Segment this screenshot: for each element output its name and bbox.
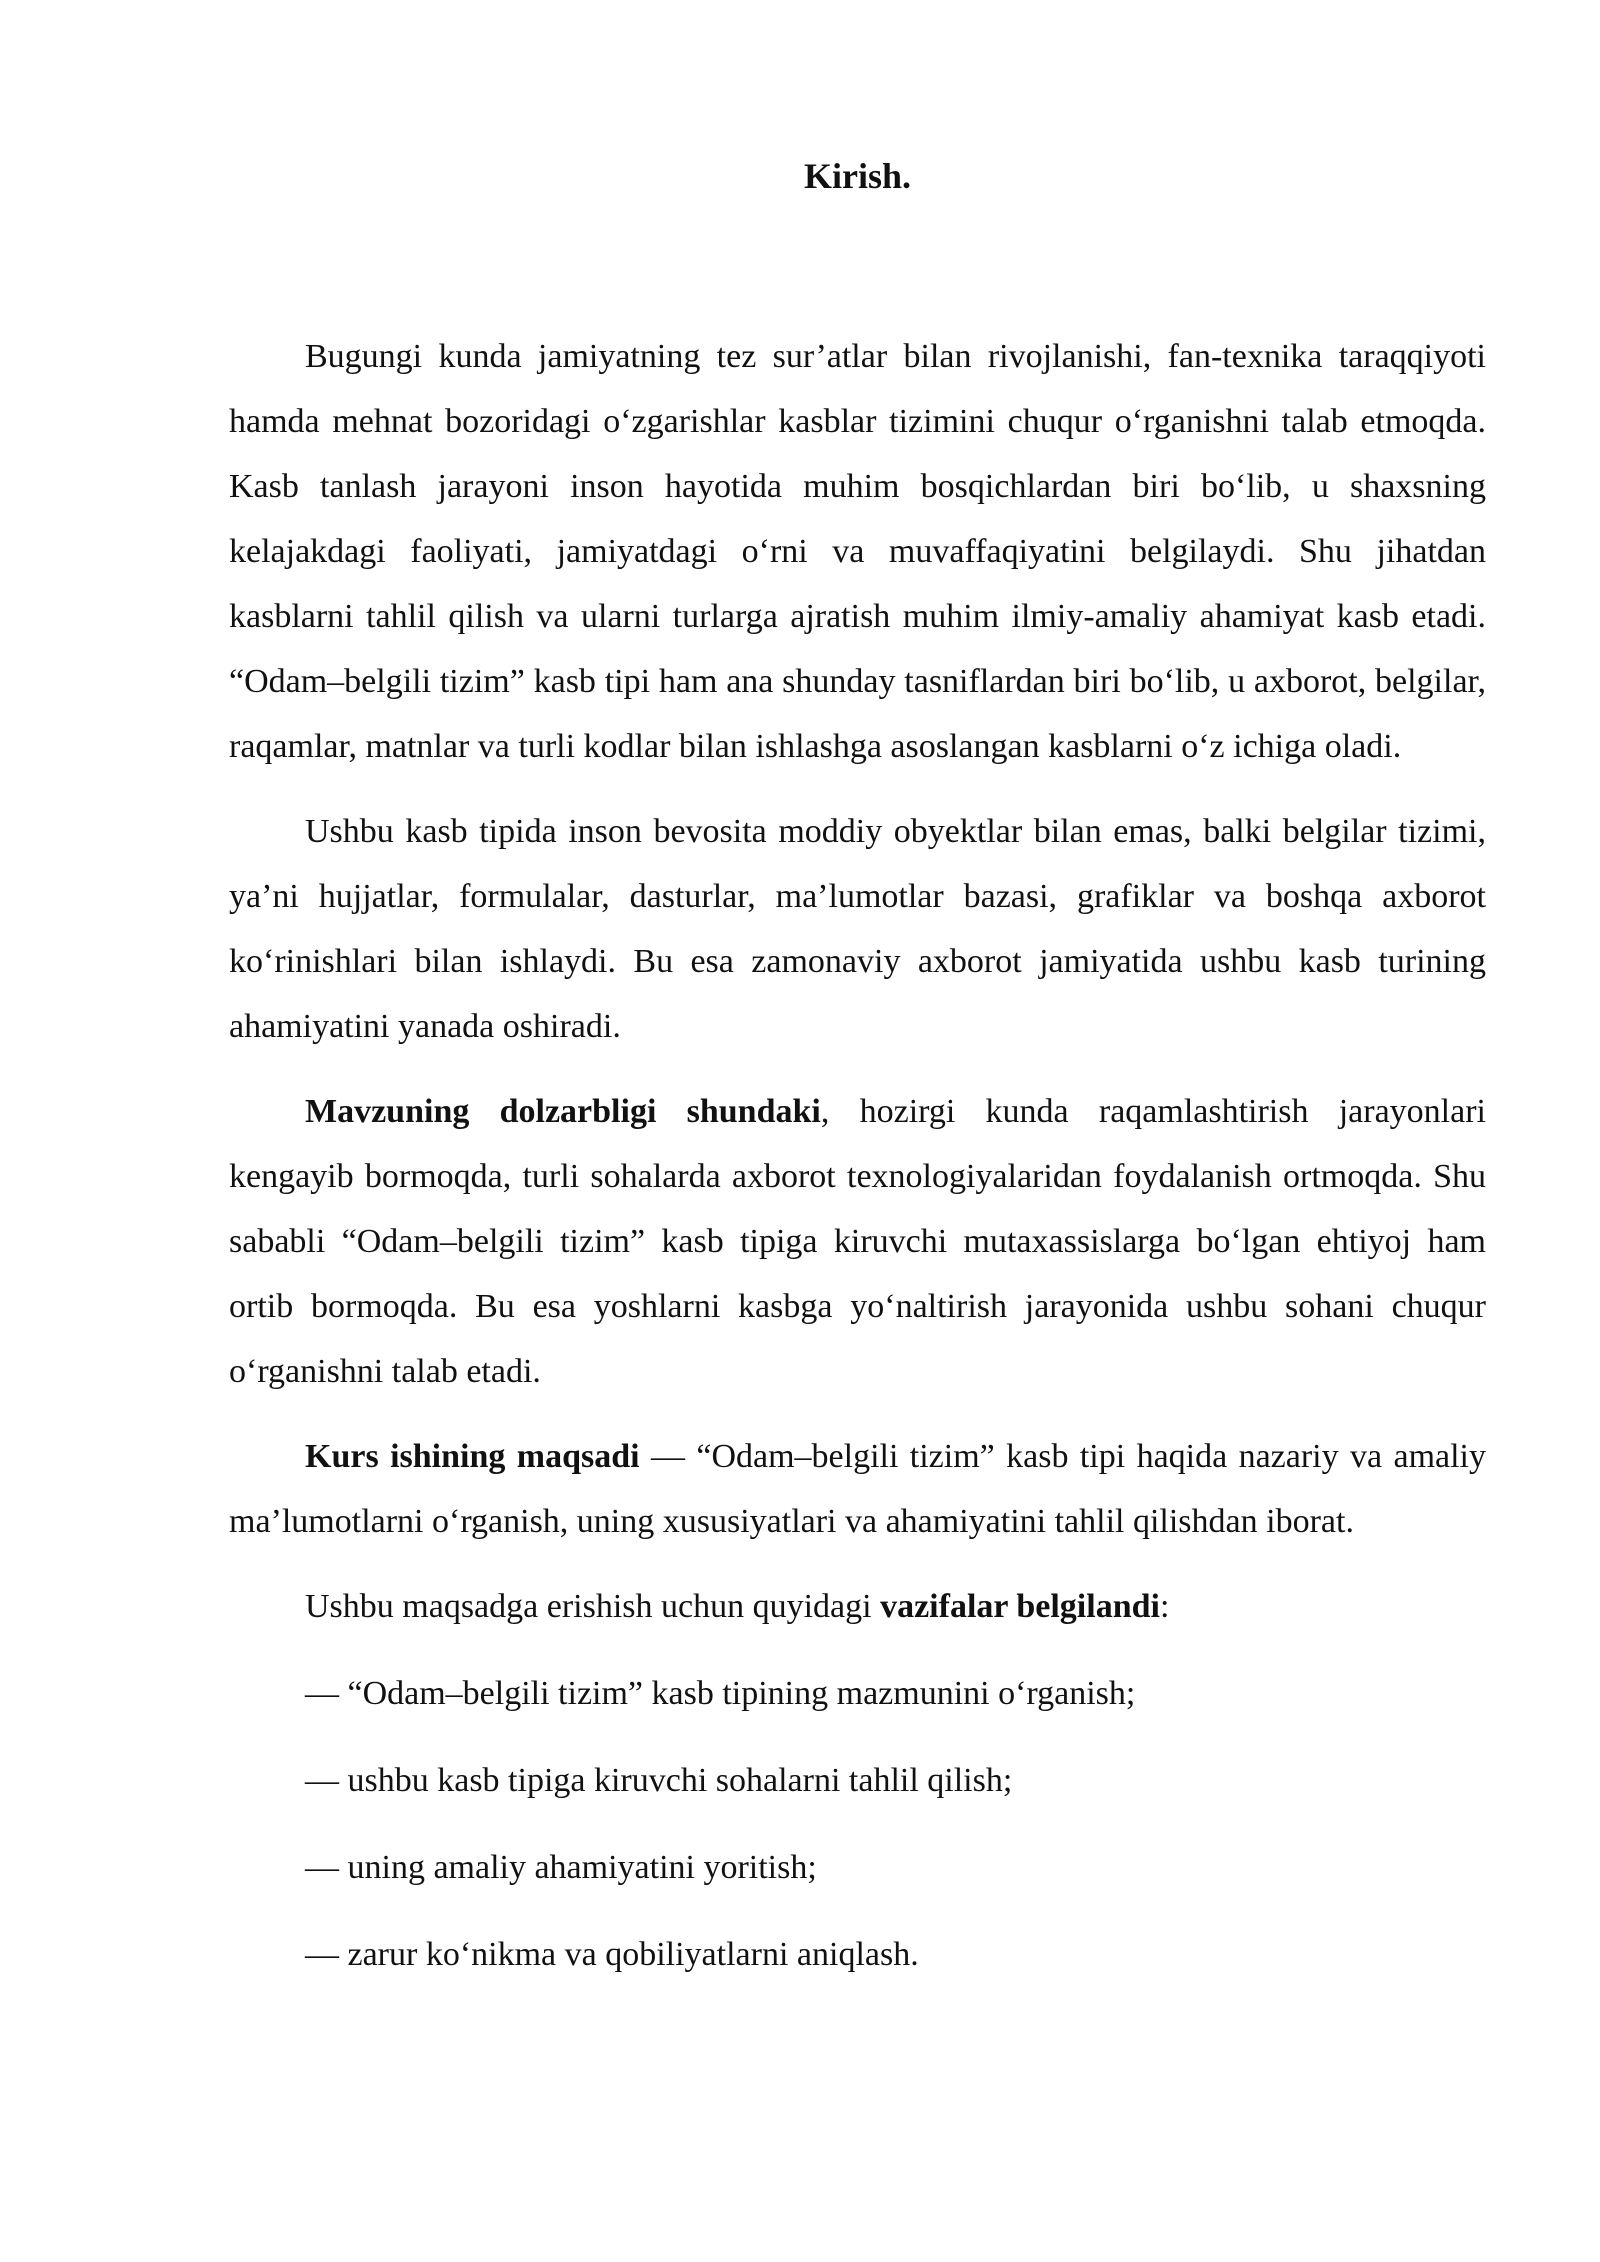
task-item: — zarur ko‘nikma va qobiliyatlarni aniqlash.	[305, 1936, 919, 1973]
paragraph-intro: Bugungi kunda jamiyatning tez sur’atlar bilan rivojlanishi, fan-texnika taraqqiyoti hamda mehnat bozoridagi o‘zgarishlar kasblar tizimini chuqur o‘rganishni talab etmoqda. Kasb tanlash jarayoni inson hayotida muhim bosqichlardan biri bo‘lib, u shaxsning kelajakdagi faoliyati, jamiyatdagi o‘rni va muvaffaqiyatini belgilaydi. Shu jihatdan kasblarni tahlil qilish va ularni turlarga ajratish muhim ilmiy-amaliy ahamiyat kasb etadi. “Odam–belgili tizim” kasb tipi ham ana shunday tasniflardan biri bo‘lib, u axborot, belgilar, raqamlar, matnlar va turli kodlar bilan ishlashga asoslangan kasblarni o‘z ichiga oladi.	[229, 338, 1486, 765]
goal-heading: Kurs ishining maqsadi	[305, 1438, 640, 1475]
relevance-heading: Mavzuning dolzarbligi shundaki	[305, 1093, 821, 1130]
paragraph-relevance	[229, 1079, 1486, 1404]
relevance-text: , hozirgi kunda raqamlashtirish jarayonlari kengayib bormoqda, turli sohalarda axborot texnologiyalaridan foydalanish ortmoqda. Shu sababli “Odam–belgili tizim” kasb tipiga kiruvchi mutaxassislarga bo‘lgan ehtiyoj ham ortib bormoqda. Bu esa yoshlarni kasbga yo‘naltirish jarayonida ushbu sohani chuqur o‘rganishni talab etadi.	[229, 1093, 1486, 1390]
goal-text: — “Odam–belgili tizim” kasb tipi haqida nazariy va amaliy ma’lumotlarni o‘rganish, uning xususiyatlari va ahamiyatini tahlil qilishdan iborat.	[229, 1438, 1487, 1540]
task-item: — ushbu kasb tipiga kiruvchi sohalarni tahlil qilish;	[305, 1762, 1013, 1799]
tasks-intro-colon: :	[1159, 1588, 1170, 1625]
task-item: — uning amaliy ahamiyatini yoritish;	[305, 1849, 817, 1886]
paragraph-sign-system: Ushbu kasb tipida inson bevosita moddiy obyektlar bilan emas, balki belgilar tizimi, ya’ni hujjatlar, formulalar, dasturlar, ma’lumotlar bazasi, grafiklar va boshqa axborot ko‘rinishlari bilan ishlaydi. Bu esa zamonaviy axborot jamiyatida ushbu kasb turining ahamiyatini yanada oshiradi.	[229, 813, 1486, 1045]
document-body	[229, 324, 1486, 2009]
page-title: Kirish.	[803, 156, 911, 196]
tasks-intro	[229, 1574, 1486, 1639]
tasks-heading: vazifalar belgilandi	[880, 1588, 1160, 1625]
tasks-intro-text: Ushbu maqsadga erishish uchun quyidagi	[305, 1588, 881, 1625]
task-item: — “Odam–belgili tizim” kasb tipining mazmunini o‘rganish;	[305, 1675, 1136, 1712]
paragraph-goal	[229, 1424, 1486, 1554]
